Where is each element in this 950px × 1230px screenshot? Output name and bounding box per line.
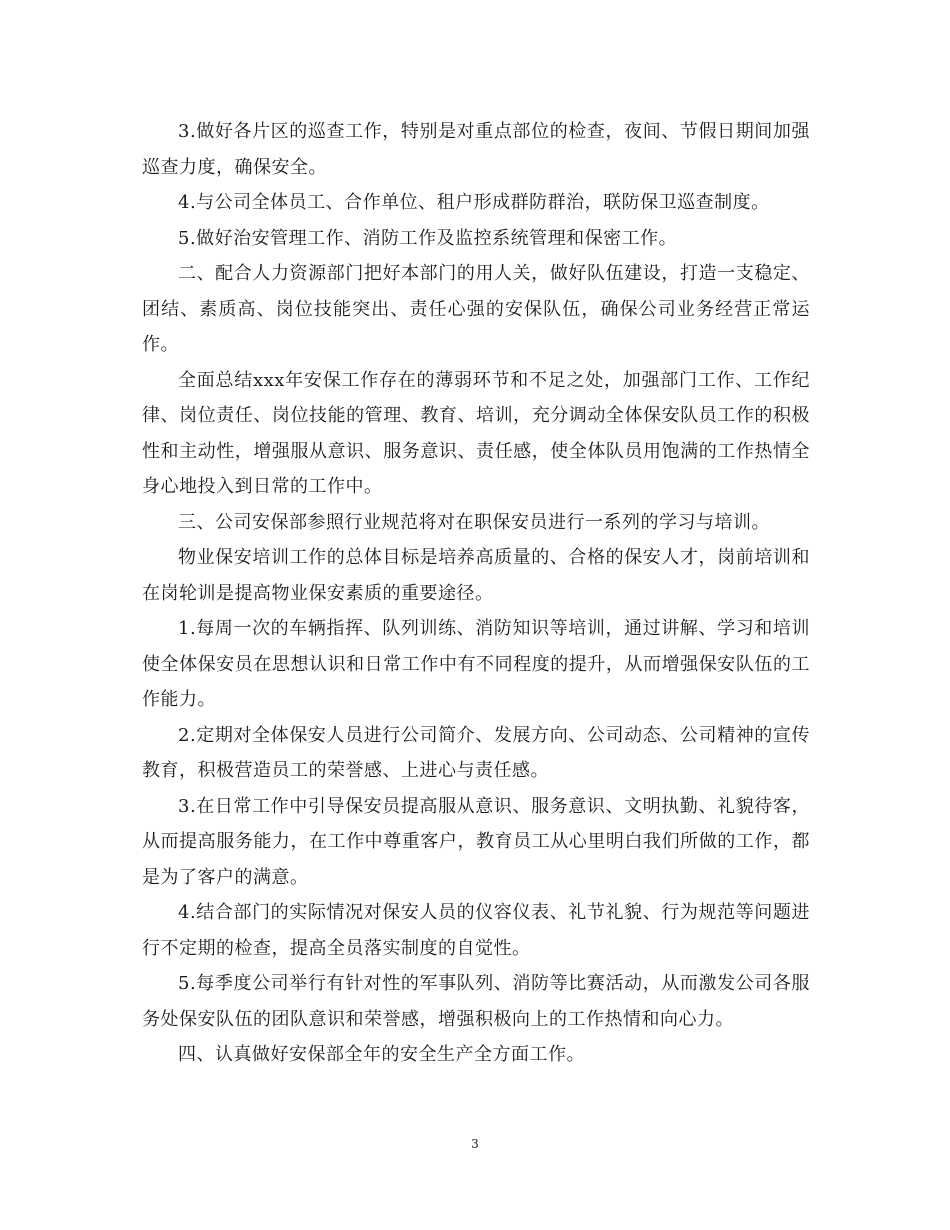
paragraph-joint-defense: 4.与公司全体员工、合作单位、租户形成群防群治，联防保卫巡查制度。 [178,192,770,213]
paragraph-training-goal: 物业保安培训工作的总体目标是培养高质量的、合格的保安人才，岗前培训和在岗轮训是提高物业保安素质的重要途径。 [142,547,810,604]
paragraph-quarterly-competition: 5.每季度公司举行有针对性的军事队列、消防等比赛活动，从而激发公司各服务处保安队伍的团队意识和荣誉感，增强积极向上的工作热情和向心力。 [142,973,810,1030]
paragraph-section-two: 二、配合人力资源部门把好本部门的用人关，做好队伍建设，打造一支稳定、团结、素质高、岗位技能突出、责任心强的安保队伍，确保公司业务经营正常运作。 [142,263,810,355]
paragraph-patrol-areas: 3.做好各片区的巡查工作，特别是对重点部位的检查，夜间、节假日期间加强巡查力度，确保安全。 [142,121,810,178]
paragraph-section-four: 四、认真做好安保部全年的安全生产全方面工作。 [178,1044,585,1065]
paragraph-section-three: 三、公司安保部参照行业规范将对在职保安员进行一系列的学习与培训。 [178,511,770,533]
paragraph-appearance-check: 4.结合部门的实际情况对保安人员的仪容仪表、礼节礼貌、行为规范等问题进行不定期的检查，提高全员落实制度的自觉性。 [142,902,810,959]
page-number: 3 [471,1137,479,1151]
document-body [142,114,810,1073]
paragraph-service-awareness: 3.在日常工作中引导保安员提高服从意识、服务意识、文明执勤、礼貌待客，从而提高服务能力，在工作中尊重客户，教育员工从心里明白我们所做的工作，都是为了客户的满意。 [142,795,810,888]
paragraph-company-education: 2.定期对全体保安人员进行公司简介、发展方向、公司动态、公司精神的宣传教育，积极营造员工的荣誉感、上进心与责任感。 [142,724,810,781]
paragraph-security-management: 5.做好治安管理工作、消防工作及监控系统管理和保密工作。 [178,227,678,249]
paragraph-annual-summary: 全面总结xxx年安保工作存在的薄弱环节和不足之处，加强部门工作、工作纪律、岗位责任、岗位技能的管理、教育、培训，充分调动全体保安队员工作的积极性和主动性，增强服从意识、服务意识、责任感，使全体队员用饱满的工作热情全身心地投入到日常的工作中。 [142,369,810,497]
paragraph-weekly-training: 1.每周一次的车辆指挥、队列训练、消防知识等培训，通过讲解、学习和培训使全体保安员在思想认识和日常工作中有不同程度的提升，从而增强保安队伍的工作能力。 [142,618,810,710]
